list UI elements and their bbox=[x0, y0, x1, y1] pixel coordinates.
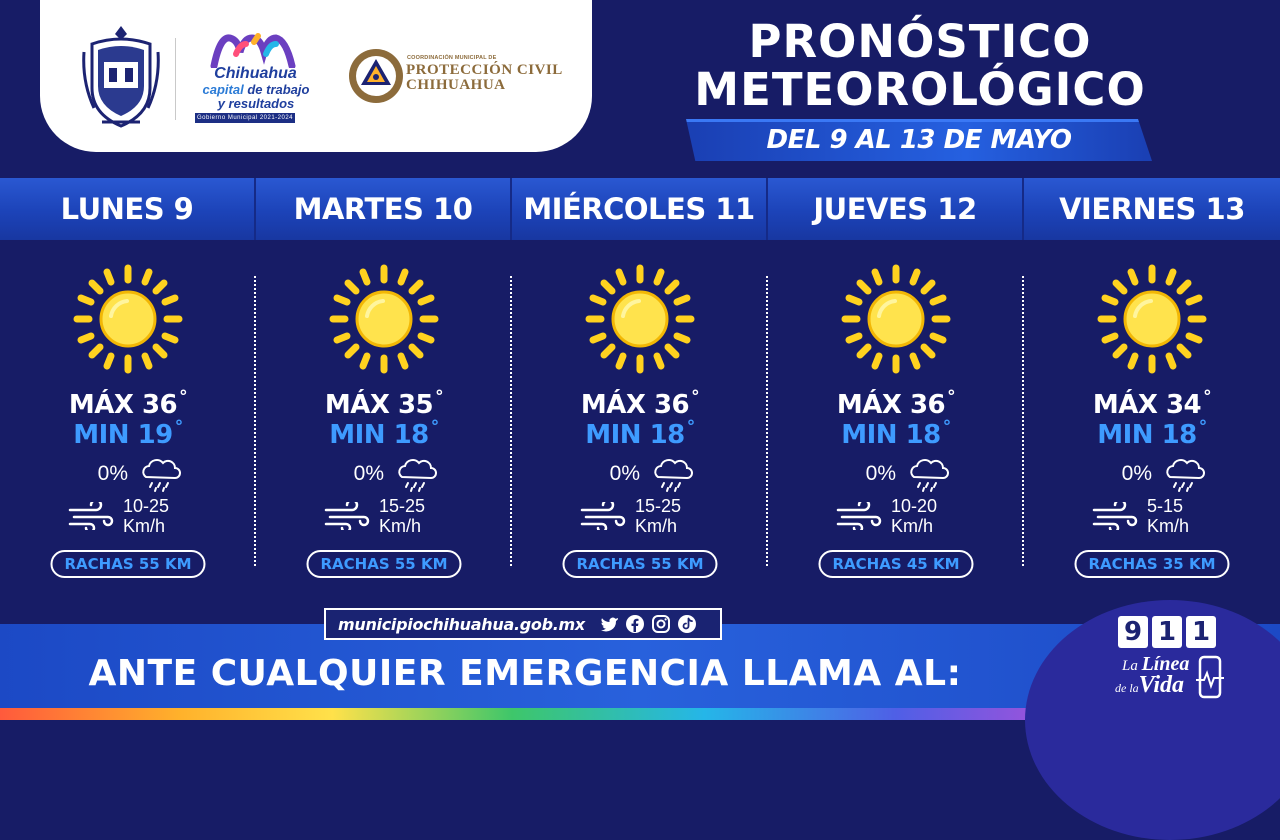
page-title-line1: PRONÓSTICO bbox=[748, 15, 1092, 68]
phone-heartbeat-icon bbox=[1196, 654, 1224, 702]
rain-cloud-icon bbox=[906, 457, 950, 493]
wind-speed-unit: Km/h bbox=[123, 516, 166, 536]
degree-symbol: ° bbox=[947, 387, 956, 407]
sun-icon bbox=[329, 264, 439, 374]
rain-cloud-icon bbox=[1162, 457, 1206, 493]
website-box[interactable] bbox=[324, 608, 722, 640]
column-divider bbox=[254, 276, 256, 566]
day-header: MARTES 10 bbox=[256, 178, 512, 240]
proteccion-civil-city: CHIHUAHUA bbox=[406, 77, 506, 93]
wind-icon bbox=[1092, 502, 1138, 530]
rain-probability: 0% bbox=[353, 462, 384, 485]
date-range: DEL 9 AL 13 DE MAYO bbox=[766, 125, 1072, 155]
instagram-icon[interactable] bbox=[651, 614, 671, 634]
gust-badge: RACHAS 55 KM bbox=[562, 550, 717, 578]
vida-small: de la bbox=[1115, 681, 1139, 695]
wind-speed-range: 10-25 bbox=[123, 496, 170, 516]
chihuahua-m-logo-icon bbox=[208, 32, 300, 68]
emergency-text: ANTE CUALQUIER EMERGENCIA LLAMA AL: bbox=[88, 653, 962, 694]
chihuahua-logo-tag-rest: de trabajo bbox=[243, 82, 310, 97]
emergency-digit: 1 bbox=[1152, 616, 1182, 648]
emergency-digit: 9 bbox=[1118, 616, 1148, 648]
rain-cloud-icon bbox=[650, 457, 694, 493]
degree-symbol: ° bbox=[691, 387, 700, 407]
min-temp: MIN 18 ° bbox=[841, 417, 951, 450]
min-temp: MIN 18 ° bbox=[329, 417, 439, 450]
day-forecast bbox=[1024, 240, 1280, 620]
day-header: VIERNES 13 bbox=[1024, 178, 1280, 240]
day-forecast bbox=[256, 240, 512, 620]
page-title-line2: METEOROLÓGICO bbox=[694, 63, 1146, 116]
degree-symbol: ° bbox=[686, 417, 695, 437]
degree-symbol: ° bbox=[1203, 387, 1212, 407]
degree-symbol: ° bbox=[174, 417, 183, 437]
rain-probability: 0% bbox=[97, 462, 128, 485]
wind-icon bbox=[68, 502, 114, 530]
day-header: JUEVES 12 bbox=[768, 178, 1024, 240]
degree-symbol: ° bbox=[1198, 417, 1207, 437]
emergency-number[interactable] bbox=[1118, 616, 1216, 648]
column-divider bbox=[1022, 276, 1024, 566]
wind-speed-unit: Km/h bbox=[379, 516, 422, 536]
wind-speed-range: 10-20 bbox=[891, 496, 938, 516]
chihuahua-logo-gov: Gobierno Municipal 2021-2024 bbox=[196, 115, 294, 121]
day-forecast bbox=[512, 240, 768, 620]
coat-of-arms-icon bbox=[82, 22, 160, 130]
min-temp: MIN 19 ° bbox=[73, 417, 183, 450]
min-temp: MIN 18 ° bbox=[585, 417, 695, 450]
sun-icon bbox=[1097, 264, 1207, 374]
wind-speed-range: 15-25 bbox=[379, 496, 426, 516]
wind-icon bbox=[580, 502, 626, 530]
proteccion-civil-emblem-icon bbox=[346, 46, 406, 106]
rain-cloud-icon bbox=[138, 457, 182, 493]
column-divider bbox=[766, 276, 768, 566]
sun-icon bbox=[585, 264, 695, 374]
chihuahua-logo-tagline bbox=[186, 83, 326, 97]
rain-probability: 0% bbox=[609, 462, 640, 485]
wind-icon bbox=[324, 502, 370, 530]
wind-speed-unit: Km/h bbox=[1147, 516, 1190, 536]
website-link[interactable]: municipiochihuahua.gob.mx bbox=[338, 614, 585, 634]
chihuahua-logo-tagline-2: y resultados bbox=[217, 96, 295, 111]
max-temp: MÁX 36 ° bbox=[580, 387, 700, 420]
chihuahua-logo-tag-highlight: capital bbox=[202, 82, 244, 97]
column-divider bbox=[510, 276, 512, 566]
day-header: MIÉRCOLES 11 bbox=[512, 178, 768, 240]
wind-speed-unit: Km/h bbox=[891, 516, 934, 536]
max-temp: MÁX 36 ° bbox=[68, 387, 188, 420]
vida-big: Vida bbox=[1138, 672, 1185, 698]
wind-icon bbox=[836, 502, 882, 530]
logo-panel bbox=[40, 0, 592, 152]
chihuahua-logo-name: Chihuahua bbox=[214, 65, 297, 82]
gust-badge: RACHAS 55 KM bbox=[306, 550, 461, 578]
max-temp: MÁX 34 ° bbox=[1092, 387, 1212, 420]
gust-badge: RACHAS 35 KM bbox=[1074, 550, 1229, 578]
min-temp: MIN 18 ° bbox=[1097, 417, 1207, 450]
day-forecast bbox=[0, 240, 256, 620]
rain-cloud-icon bbox=[394, 457, 438, 493]
gust-badge: RACHAS 45 KM bbox=[818, 550, 973, 578]
max-temp: MÁX 36 ° bbox=[836, 387, 956, 420]
twitter-icon[interactable] bbox=[599, 614, 619, 634]
sun-icon bbox=[73, 264, 183, 374]
wind-speed-range: 15-25 bbox=[635, 496, 682, 516]
wind-speed-range: 5-15 bbox=[1147, 496, 1184, 516]
sun-icon bbox=[841, 264, 951, 374]
linea-big: Línea bbox=[1141, 653, 1190, 675]
wind-speed-unit: Km/h bbox=[635, 516, 678, 536]
proteccion-civil-name: PROTECCIÓN CIVIL bbox=[406, 62, 563, 78]
degree-symbol: ° bbox=[179, 387, 188, 407]
degree-symbol: ° bbox=[430, 417, 439, 437]
social-icons bbox=[599, 614, 697, 634]
degree-symbol: ° bbox=[942, 417, 951, 437]
rain-probability: 0% bbox=[1121, 462, 1152, 485]
logo-divider bbox=[175, 38, 176, 120]
day-forecast bbox=[768, 240, 1024, 620]
gust-badge: RACHAS 55 KM bbox=[50, 550, 205, 578]
linea-small: La bbox=[1122, 658, 1138, 674]
linea-vida-line2 bbox=[1115, 674, 1184, 699]
rain-probability: 0% bbox=[865, 462, 896, 485]
day-header: LUNES 9 bbox=[0, 178, 256, 240]
degree-symbol: ° bbox=[435, 387, 444, 407]
facebook-icon[interactable] bbox=[625, 614, 645, 634]
proteccion-civil-coord: COORDINACIÓN MUNICIPAL DE bbox=[407, 55, 497, 61]
max-temp: MÁX 35 ° bbox=[324, 387, 444, 420]
emergency-digit: 1 bbox=[1186, 616, 1216, 648]
day-header-band bbox=[0, 178, 1280, 240]
tiktok-icon[interactable] bbox=[677, 614, 697, 634]
